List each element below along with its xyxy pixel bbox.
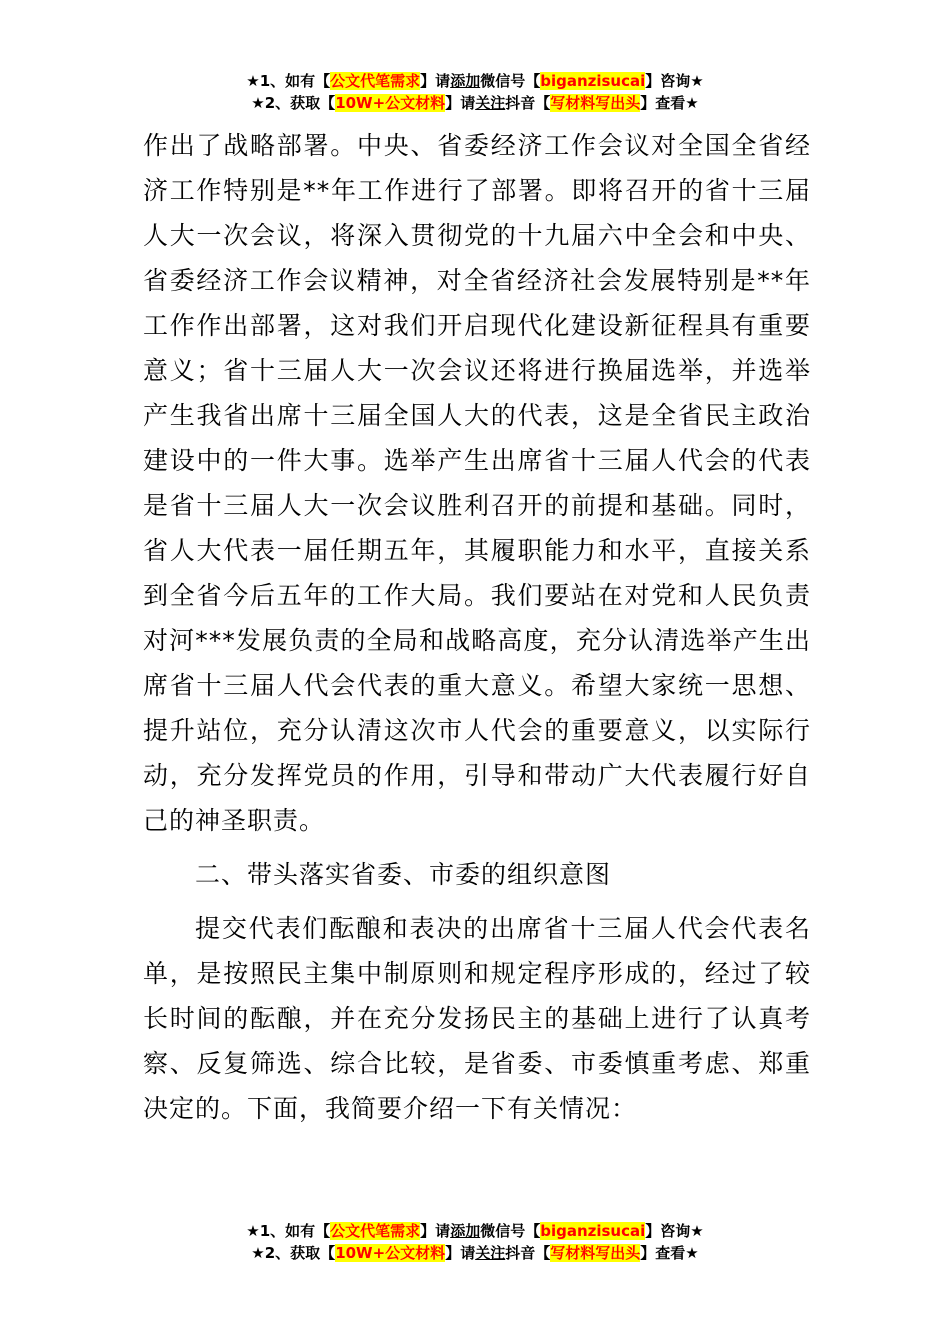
banner-emphasis: 关注 [475,1244,506,1262]
banner-text: 】请 [420,1222,451,1240]
banner-text: 】请 [445,94,476,112]
banner-highlight: 写材料写出头 [550,1244,641,1262]
banner-text: 】查看★ [640,1244,699,1262]
banner-text: ★2、获取【 [251,94,336,112]
body-paragraph: 作出了战略部署。中央、省委经济工作会议对全国全省经济工作特别是**年工作进行了部署。即将召开的省十三届人大一次会议，将深入贯彻党的十九届六中全会和中央、省委经济工作会议精神，对全省经济社会发展特别是**年工作作出部署，这对我们开启现代化建设新征程具有重要意义；省十三届人大一次会议还将进行换届选举，并选举产生我省出席十三届全国人大的代表，这是全省民主政治建设中的一件大事。选举产生出席省十三届人代会的代表是省十三届人大一次会议胜利召开的前提和基础。同时，省人大代表一届任期五年，其履职能力和水平，直接关系到全省今后五年的工作大局。我们要站在对党和人民负责对河***发展负责的全局和战略高度，充分认清选举产生出席省十三届人代会代表的重大意义。希望大家统一思想、提升站位，充分认清这次市人代会的重要意义，以实际行动，充分发挥党员的作用，引导和带动广大代表履行好自己的神圣职责。 [143,131,811,835]
banner-text: 抖音【 [505,94,551,112]
banner-text: ★2、获取【 [251,1244,336,1262]
banner-text: 】请 [420,72,451,90]
banner-highlight: 公文代笔需求 [330,72,421,90]
banner-text: 微信号【 [480,1222,541,1240]
footer-banner [0,1220,950,1264]
body-paragraph: 提交代表们酝酿和表决的出席省十三届人代会代表名单，是按照民主集中制原则和规定程序形成的，经过了较长时间的酝酿，并在充分发扬民主的基础上进行了认真考察、反复筛选、综合比较，是省委、市委慎重考虑、郑重决定的。下面，我简要介绍一下有关情况： [143,914,811,1123]
banner-text: 】查看★ [640,94,699,112]
header-banner [0,70,950,114]
banner-highlight: 写材料写出头 [550,94,641,112]
banner-emphasis: 添加 [450,72,481,90]
header-banner-line-2 [0,92,950,114]
banner-emphasis: 关注 [475,94,506,112]
banner-text: ★1、如有【 [246,1222,331,1240]
footer-banner-line-1 [0,1220,950,1242]
section-heading: 二、带头落实省委、市委的组织意图 [195,860,612,889]
banner-text: 微信号【 [480,72,541,90]
banner-highlight: 10W+公文材料 [335,94,446,112]
banner-highlight: biganzisucai [540,1222,646,1240]
banner-text: ★1、如有【 [246,72,331,90]
banner-text: 】请 [445,1244,476,1262]
banner-text: 】咨询★ [645,1222,704,1240]
footer-banner-line-2 [0,1242,950,1264]
banner-highlight: 公文代笔需求 [330,1222,421,1240]
banner-text: 抖音【 [505,1244,551,1262]
banner-text: 】咨询★ [645,72,704,90]
banner-highlight: biganzisucai [540,72,646,90]
header-banner-line-1 [0,70,950,92]
banner-emphasis: 添加 [450,1222,481,1240]
document-body [143,123,811,1131]
banner-highlight: 10W+公文材料 [335,1244,446,1262]
